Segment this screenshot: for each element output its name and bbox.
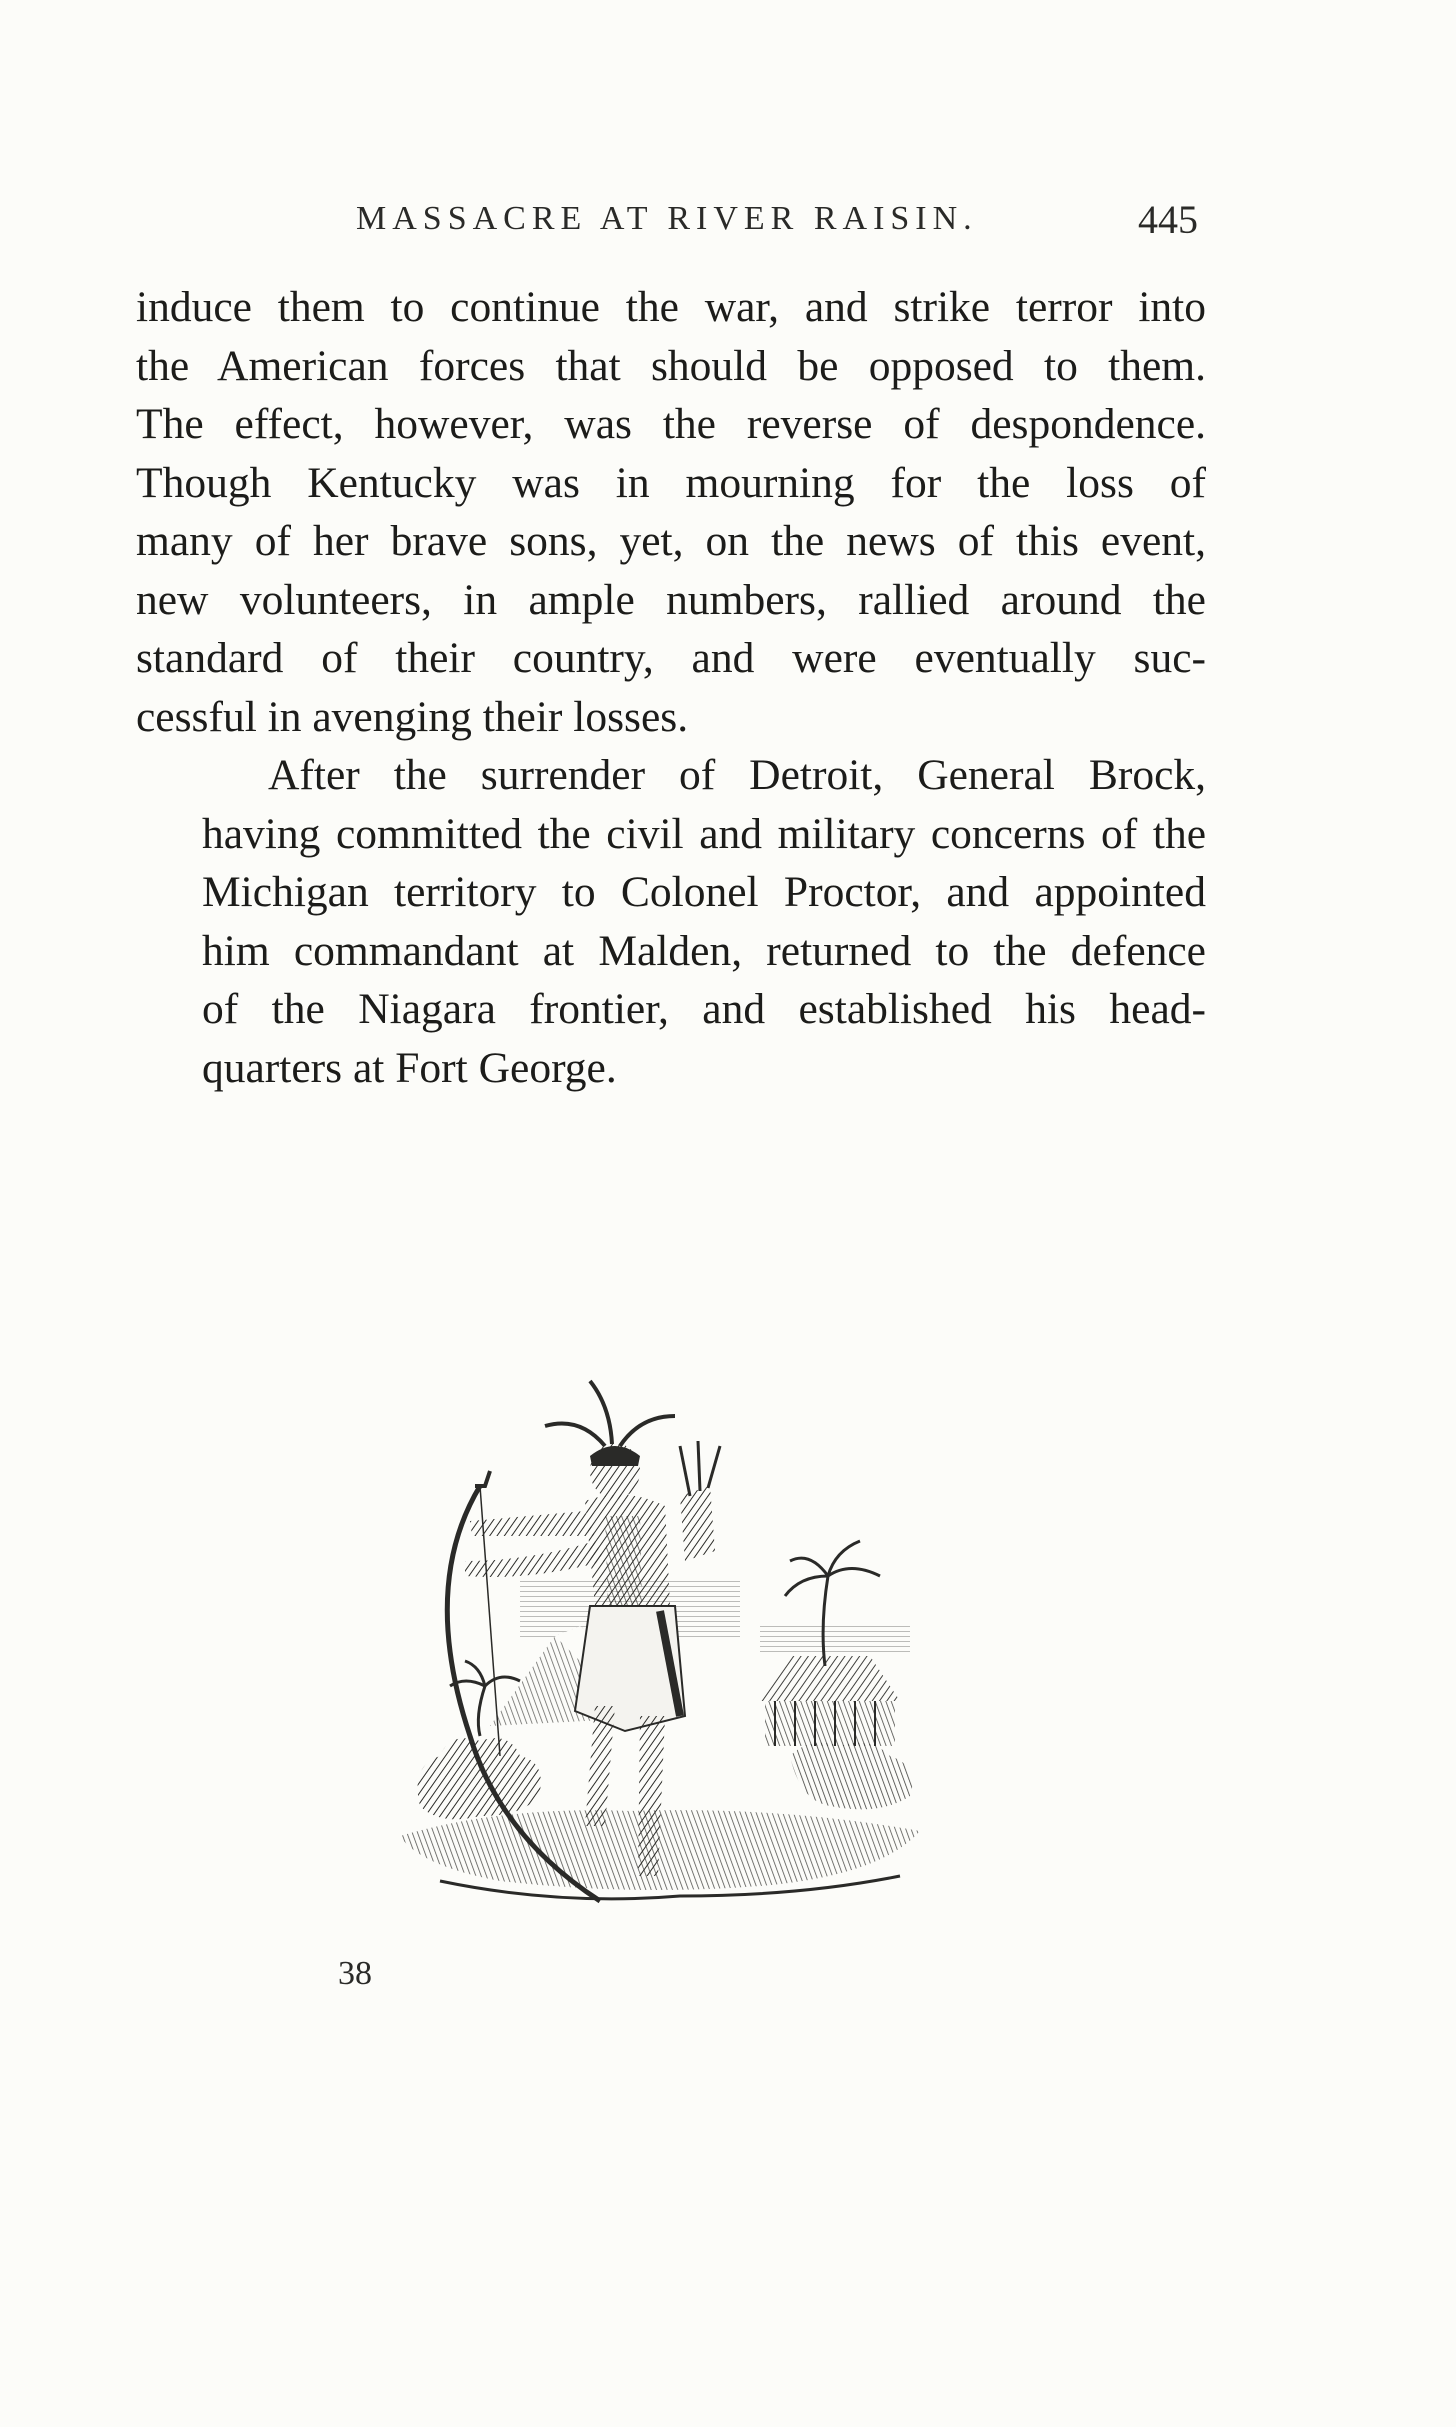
text-line: Michigan territory to Colonel Proctor, and appointed	[202, 868, 1206, 916]
text-line: him commandant at Malden, returned to the defence	[202, 926, 1206, 975]
text-line: new volunteers, in ample numbers, rallied around the	[136, 575, 1206, 624]
text-line: induce them to continue the war, and strike terror into	[136, 283, 1206, 331]
text-line: After the surrender of Detroit, General Brock,	[268, 751, 1206, 799]
paragraph-2	[136, 746, 1206, 1097]
signature-mark: 38	[338, 1955, 372, 1992]
text-line: having committed the civil and military concerns of the	[202, 809, 1206, 858]
archer-engraving-illustration	[380, 1336, 940, 1926]
body-text	[136, 278, 1206, 1097]
page-number: 445	[1138, 197, 1198, 242]
paragraph-1	[136, 278, 1206, 746]
text-line: Though Kentucky was in mourning for the loss of	[136, 458, 1206, 507]
text-line: standard of their country, and were eventually suc-	[136, 634, 1206, 682]
text-line: many of her brave sons, yet, on the news of this event,	[136, 517, 1206, 565]
running-head: MASSACRE AT RIVER RAISIN.	[356, 200, 978, 237]
text-line: quarters at Fort George.	[202, 1043, 617, 1092]
text-line: cessful in avenging their losses.	[136, 692, 689, 741]
text-line: The effect, however, was the reverse of despondence.	[136, 400, 1206, 448]
text-line: of the Niagara frontier, and established his head-	[202, 985, 1206, 1033]
text-line: the American forces that should be opposed to them.	[136, 341, 1206, 390]
